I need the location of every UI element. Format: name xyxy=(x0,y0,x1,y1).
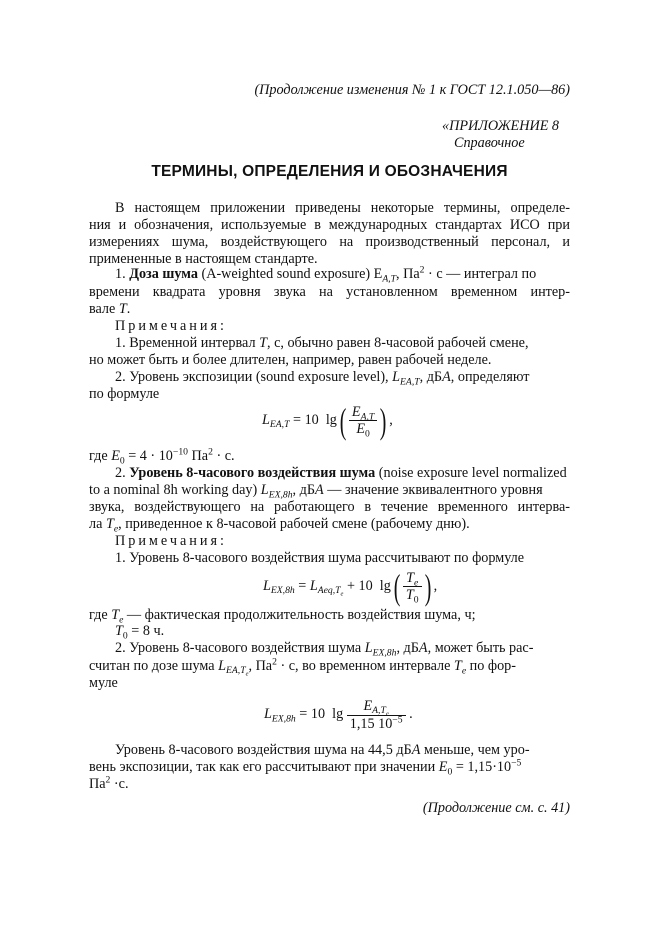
term2-line-2: to a nominal 8h working day) $L_{EX,8h}$, дБА — значение эквивалентного уровня xyxy=(89,482,543,501)
continuation-footer: (Продолжение см. с. 41) xyxy=(422,800,570,816)
term1-line-3: вале T. xyxy=(89,301,131,317)
final-line-3: $Па^2 \cdot с$. xyxy=(89,774,129,792)
appendix-type: Справочное xyxy=(454,135,525,151)
note2-2-line-3: муле xyxy=(89,675,118,691)
term1-line-2: времени квадрата уровня звука на установленном временном интер- xyxy=(89,284,570,300)
intro-line-4: примененные в настоящем стандарте. xyxy=(89,251,318,267)
final-line-2: вень экспозиции, так как его рассчитывают при значении $E_0 = 1,15\cdot 10^{-5}$ xyxy=(89,757,522,778)
note1-2-line-2: по формуле xyxy=(89,386,160,402)
notes-label-1: Примечания: xyxy=(115,318,227,334)
intro-line-3: измерениях шума, воздействующего на производственный персонал, и xyxy=(89,234,570,250)
term2-line-1: 2. Уровень 8-часового воздействия шума (noise exposure level normalized xyxy=(115,465,567,481)
note2-2-line-2: считан по дозе шума $L_{EA,T_e}$, $Па^2 \cdot с$, во временном интервале $T_e$ по фор- xyxy=(89,656,516,678)
note2-2-line-1: 2. Уровень 8-часового воздействия шума $L_{EX,8h}$, дБА, может быть рас- xyxy=(115,640,534,659)
note1-2-line-1: 2. Уровень экспозиции (sound exposure level), $L_{EA,T}$, дБА, определяют xyxy=(115,369,530,388)
intro-line-1: В настоящем приложении приведены некоторые термины, определе- xyxy=(115,200,570,216)
continuation-header: (Продолжение изменения № 1 к ГОСТ 12.1.050—86) xyxy=(254,82,570,98)
formula-1: $L_{EA,T} = 10$ lg( $\frac{E_{A,T}}{E_0}$ ) , xyxy=(262,400,393,441)
notes-label-2: Примечания: xyxy=(115,533,227,549)
t0-value: $T_0 = 8$ ч. xyxy=(115,623,165,642)
term2-line-3: звука, воздействующего на работающего в течение временного интерва- xyxy=(89,499,570,515)
where-e0: где $E_0 = 4 \cdot 10^{-10}$ $Па^2 \cdot с$. xyxy=(89,446,235,467)
page-title: ТЕРМИНЫ, ОПРЕДЕЛЕНИЯ И ОБОЗНАЧЕНИЯ xyxy=(151,163,508,180)
term2-line-4: ла $T_e$, приведенное к 8-часовой рабочей смене (рабочему дню). xyxy=(89,516,470,535)
final-line-1: Уровень 8-часового воздействия шума на 44,5 дБА меньше, чем уро- xyxy=(115,742,530,758)
where-te: где $T_e$ — фактическая продолжительность воздействия шума, ч; xyxy=(89,607,476,626)
note1-1-line-1: 1. Временной интервал T, с, обычно равен 8-часовой рабочей смене, xyxy=(115,335,529,351)
term1-line-1: 1. Доза шума (A-weighted sound exposure) $E_{A,T}$, $Па^2 \cdot с$ — интеграл по xyxy=(115,264,537,285)
formula-3: $L_{EX,8h} = 10$ lg $\frac{E_{A,T_e}}{1,15 10^{-5}}$ . xyxy=(264,698,413,732)
appendix-label: «ПРИЛОЖЕНИЕ 8 xyxy=(442,118,560,134)
formula-2: $L_{EX,8h} = L_{Aeq,T_e} + 10$ lg( $\frac{T_e}{T_0}$ ) , xyxy=(263,566,438,607)
note1-1-line-2: но может быть и более длителен, например, равен рабочей неделе. xyxy=(89,352,492,368)
note2-1: 1. Уровень 8-часового воздействия шума рассчитывают по формуле xyxy=(115,550,525,566)
intro-line-2: ния и обозначения, используемые в международных стандартах ИСО при xyxy=(89,217,570,233)
